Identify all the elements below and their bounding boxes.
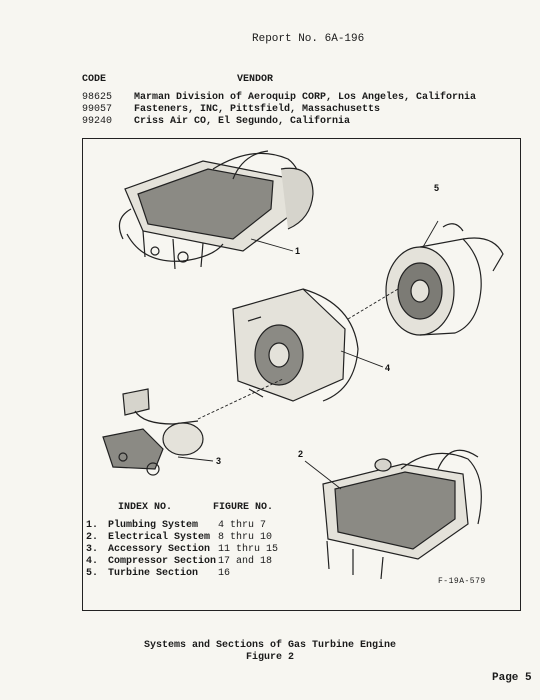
index-name: Accessory Section bbox=[108, 544, 211, 555]
index-figure: 4 thru 7 bbox=[218, 520, 267, 531]
index-number: 2. bbox=[86, 532, 99, 543]
index-number: 5. bbox=[86, 568, 99, 579]
index-row bbox=[86, 568, 230, 579]
index-number: 4. bbox=[86, 556, 99, 567]
leader-line-5 bbox=[423, 221, 438, 247]
vendor-header: VENDOR bbox=[237, 74, 274, 85]
index-row bbox=[86, 532, 272, 543]
turbine-section-drawing bbox=[386, 224, 503, 335]
callout-2: 2 bbox=[298, 449, 304, 459]
callout-4: 4 bbox=[385, 363, 391, 373]
index-name: Turbine Section bbox=[108, 568, 199, 579]
vendor-row bbox=[82, 92, 476, 103]
index-name: Plumbing System bbox=[108, 520, 199, 531]
vendor-code: 98625 bbox=[82, 92, 113, 103]
report-number: Report No. 6A-196 bbox=[252, 33, 365, 45]
figure-reference: F-19A-579 bbox=[438, 577, 486, 586]
callout-1: 1 bbox=[295, 246, 301, 256]
callout-5: 5 bbox=[434, 183, 440, 193]
index-number: 1. bbox=[86, 520, 99, 531]
vendor-row bbox=[82, 116, 350, 127]
vendor-code: 99057 bbox=[82, 104, 113, 115]
leader-line-3 bbox=[178, 457, 213, 461]
index-figure: 8 thru 10 bbox=[218, 532, 273, 543]
leader-line-4 bbox=[341, 351, 383, 367]
figure-caption-title: Systems and Sections of Gas Turbine Engine bbox=[143, 640, 397, 651]
vendor-name: Marman Division of Aeroquip CORP, Los Angeles, California bbox=[134, 92, 477, 103]
vendor-code: 99240 bbox=[82, 116, 113, 127]
index-number: 3. bbox=[86, 544, 99, 555]
accessory-section-drawing bbox=[103, 389, 203, 475]
code-header: CODE bbox=[82, 74, 107, 85]
index-figure: 16 bbox=[218, 568, 231, 579]
index-name: Electrical System bbox=[108, 532, 211, 543]
index-column-header: INDEX NO. bbox=[118, 502, 173, 513]
figure-column-header: FIGURE NO. bbox=[213, 502, 274, 513]
compressor-section-drawing bbox=[233, 289, 358, 401]
page-number: Page 5 bbox=[492, 672, 532, 684]
plumbing-assembly-drawing bbox=[119, 151, 313, 269]
index-row bbox=[86, 556, 272, 567]
leader-line-1 bbox=[251, 239, 293, 251]
electrical-assembly-drawing bbox=[323, 450, 481, 579]
vendor-name: Fasteners, INC, Pittsfield, Massachusetts bbox=[134, 104, 381, 115]
index-figure: 11 thru 15 bbox=[218, 544, 279, 555]
index-name: Compressor Section bbox=[108, 556, 217, 567]
index-row bbox=[86, 520, 266, 531]
figure-caption-number: Figure 2 bbox=[245, 652, 294, 663]
callout-3: 3 bbox=[216, 456, 222, 466]
index-figure: 17 and 18 bbox=[218, 556, 273, 567]
vendor-name: Criss Air CO, El Segundo, California bbox=[134, 116, 351, 127]
index-row bbox=[86, 544, 278, 555]
vendor-row bbox=[82, 104, 380, 115]
